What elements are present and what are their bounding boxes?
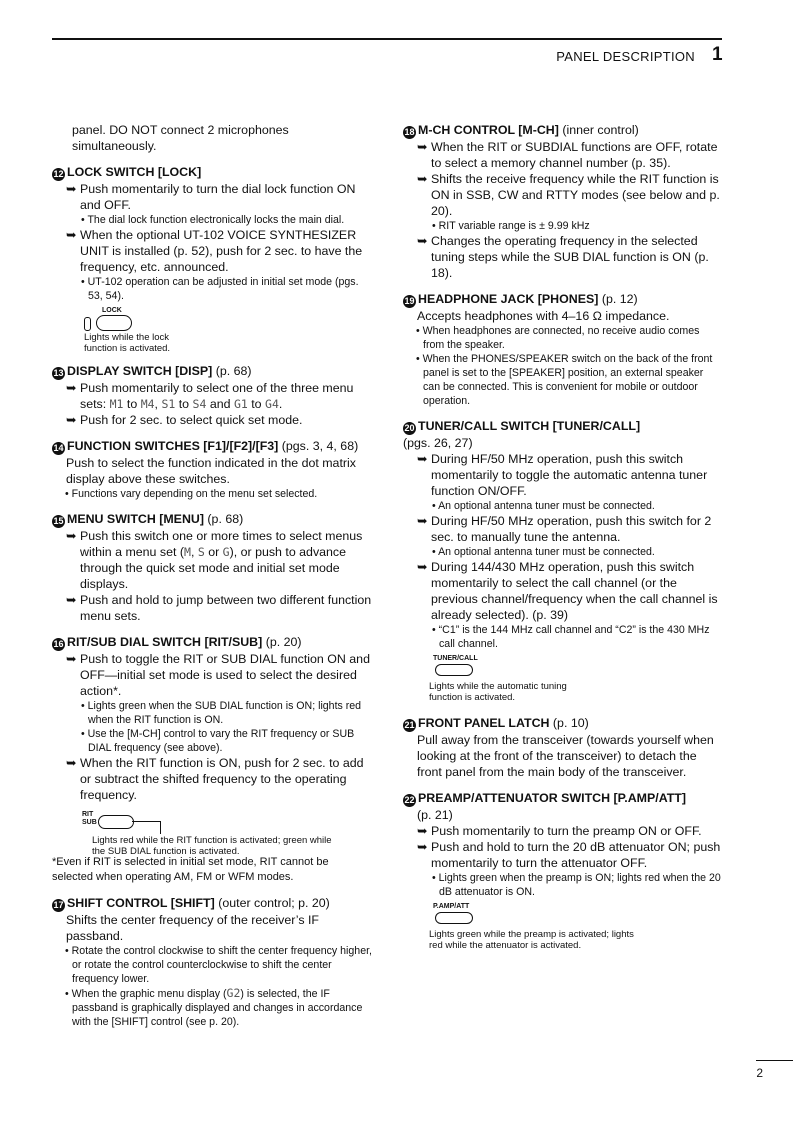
bullet-text: to [123, 397, 141, 411]
body-text: Pull away from the transceiver (towards yourself when looking at the front of the transceiver) to detach the front panel from the main body of the transceiver. [417, 733, 714, 779]
tuner-section [403, 418, 723, 705]
sub-bullet: • Lights green when the preamp is ON; lights red when the 20 dB attenuator is ON. [432, 872, 721, 898]
arrow-icon: ➥ [417, 234, 428, 248]
bullet [403, 451, 723, 499]
bullet-text: Push this switch one or more times to select menus within a menu set ( [80, 529, 363, 559]
bullet [403, 823, 723, 839]
item-number: 13 [53, 368, 64, 378]
sub-bullet: • Lights green when the SUB DIAL function is ON; lights red when the RIT function is ON. [81, 700, 362, 726]
heading-text: RIT/SUB DIAL SWITCH [RIT/SUB] [67, 635, 263, 649]
preamp-section [403, 790, 723, 953]
rit-button-figure [82, 807, 372, 855]
sub-bullet: • Rotate the control clockwise to shift the center frequency higher, or rotate the control counterclockwise to shift the center frequency lower. [65, 945, 372, 985]
heading-text: HEADPHONE JACK [PHONES] [418, 292, 599, 306]
menu-section [52, 511, 372, 624]
tuner-button-icon [435, 664, 473, 676]
bullet-text: or [204, 545, 223, 559]
item-number: 15 [53, 516, 64, 526]
lcd-text: M1 [109, 397, 124, 411]
sub-bullet: • The dial lock function electronically locks the main dial. [81, 214, 345, 226]
shift-section [52, 895, 372, 1029]
page-ref: (p. 12) [601, 292, 638, 306]
figure-label: RIT SUB [82, 811, 97, 826]
arrow-icon: ➥ [417, 560, 428, 574]
sub-bullet: • RIT variable range is ± 9.99 kHz [432, 220, 590, 232]
page-ref: (pgs. 3, 4, 68) [281, 439, 359, 453]
section-heading [52, 511, 372, 528]
sub-bullet: • “C1” is the 144 MHz call channel and “C2” is the 430 MHz call channel. [432, 624, 710, 650]
rit-section [52, 634, 372, 885]
chapter-number: 1 [712, 44, 723, 65]
bullet-text: Push momentarily to turn the dial lock function ON and OFF. [80, 182, 356, 212]
heading-text: PREAMP/ATTENUATOR SWITCH [P.AMP/ATT] [418, 791, 686, 805]
lock-button-icon [96, 315, 132, 331]
lcd-text: S4 [192, 397, 207, 411]
arrow-icon: ➥ [66, 413, 77, 427]
heading-text: DISPLAY SWITCH [DISP] [67, 364, 213, 378]
bullet-text: During HF/50 MHz operation, push this switch momentarily to toggle the automatic antenna tuner function ON/OFF. [431, 452, 708, 498]
bullet-text: . [278, 397, 283, 411]
lcd-text: G4 [265, 397, 279, 411]
item-number: 14 [53, 443, 64, 453]
arrow-icon: ➥ [66, 228, 77, 242]
arrow-icon: ➥ [417, 452, 428, 466]
figure-label: LOCK [102, 307, 122, 314]
bullet-text: When the optional UT-102 VOICE SYNTHESIZER UNIT is installed (p. 52), push for 2 sec. to have the frequency, etc. announced. [80, 228, 363, 274]
function-section [52, 438, 372, 501]
arrow-icon: ➥ [66, 529, 77, 543]
bullet-text: Push for 2 sec. to select quick set mode. [80, 413, 303, 427]
sub-bullet: • When the PHONES/SPEAKER switch on the back of the front panel is set to the [SPEAKER] position, an external speaker can be connected. This is convenient for mobile or outdoor operation. [416, 353, 713, 407]
bullet-text: Changes the operating frequency in the selected tuning steps while the SUB DIAL function is ON (p. 18). [431, 234, 709, 280]
heading-text: M-CH CONTROL [M-CH] [418, 123, 559, 137]
bullet-text: ) is selected, the IF passband is graphically displayed and changes in accordance with the [SHIFT] control (see p. 20). [72, 988, 363, 1028]
lcd-text: G [222, 545, 230, 559]
lock-button-figure [82, 307, 372, 353]
section-heading [403, 122, 723, 139]
bullet-text: to [247, 397, 266, 411]
bullet [403, 559, 723, 623]
figure-caption: Lights while the lock function is activated. [84, 332, 171, 354]
bullet-text: During HF/50 MHz operation, push this switch for 2 sec. to manually tune the antenna. [431, 514, 712, 544]
bullet-text: Push and hold to jump between two different function menu sets. [80, 593, 372, 623]
page-ref: (inner control) [562, 123, 639, 137]
bullet-text: Push to toggle the RIT or SUB DIAL function ON and OFF—initial set mode is used to select the desired action*. [80, 652, 370, 698]
bullet-text: When the RIT or SUBDIAL functions are OFF, rotate to select a memory channel number (p. 35). [431, 140, 718, 170]
preamp-button-icon [435, 912, 473, 924]
lcd-text: G2 [226, 986, 241, 1000]
preamp-button-figure [431, 903, 723, 953]
page-ref: (p. 21) [417, 808, 453, 822]
heading-text: FUNCTION SWITCHES [F1]/[F2]/[F3] [67, 439, 279, 453]
lcd-text: S [197, 545, 205, 559]
figure-caption: Lights while the automatic tuning function is activated. [429, 681, 567, 703]
arrow-icon: ➥ [66, 756, 77, 770]
header-rule [52, 38, 722, 40]
sub-bullet: • Functions vary depending on the menu set selected. [65, 488, 318, 500]
intro-text: panel. DO NOT connect 2 microphones simultaneously. [72, 123, 289, 153]
body-text: Shifts the center frequency of the receiver’s IF passband. [66, 913, 319, 943]
leader-line [132, 821, 161, 834]
bullet [52, 592, 372, 624]
heading-text: LOCK SWITCH [LOCK] [67, 165, 202, 179]
bullet [403, 171, 723, 219]
bullet [403, 233, 723, 281]
sub-bullet: • An optional antenna tuner must be connected. [432, 500, 655, 512]
arrow-icon: ➥ [66, 381, 77, 395]
page-number: 2 [756, 1066, 763, 1080]
bullet [403, 513, 723, 545]
heading-text: TUNER/CALL SWITCH [TUNER/CALL] [418, 419, 641, 433]
figure-label: TUNER/CALL [433, 655, 478, 662]
bullet-text: , [190, 545, 198, 559]
page-ref: (p. 10) [552, 716, 589, 730]
bullet [52, 651, 372, 699]
arrow-icon: ➥ [417, 840, 428, 854]
arrow-icon: ➥ [417, 514, 428, 528]
item-number: 22 [404, 795, 415, 805]
bullet [52, 380, 372, 412]
arrow-icon: ➥ [417, 172, 428, 186]
section-header: PANEL DESCRIPTION [556, 49, 695, 64]
section-heading [403, 291, 723, 308]
arrow-icon: ➥ [66, 182, 77, 196]
section-heading [403, 790, 723, 807]
bullet-text: When the RIT function is ON, push for 2 sec. to add or subtract the shifted frequency to the operating frequency. [80, 756, 364, 802]
lcd-text: M4 [140, 397, 155, 411]
item-number: 12 [53, 169, 64, 179]
bullet [403, 839, 723, 871]
item-number: 20 [404, 423, 415, 433]
sub-bullet: • An optional antenna tuner must be connected. [432, 546, 655, 558]
section-heading [52, 895, 372, 912]
bullet [52, 181, 372, 213]
figure-caption: Lights red while the RIT function is activated; green while the SUB DIAL function is activated. [92, 835, 332, 857]
section-heading [52, 438, 372, 455]
tuner-button-figure [431, 655, 723, 705]
bullet [403, 139, 723, 171]
section-heading [52, 164, 372, 181]
arrow-icon: ➥ [417, 140, 428, 154]
bullet-text: During 144/430 MHz operation, push this switch momentarily to select the call channel (or the previous channel/frequency when the call channel is already selected). (p. 39) [431, 560, 718, 622]
sub-bullet [52, 986, 372, 1029]
right-column [403, 122, 723, 953]
item-number: 21 [404, 720, 415, 730]
page-ref: (p. 68) [215, 364, 252, 378]
footer-rule [756, 1060, 793, 1061]
bullet-text: • When the graphic menu display ( [65, 988, 227, 1000]
section-heading [403, 418, 723, 435]
latch-section [403, 715, 723, 780]
sub-bullet: • UT-102 operation can be adjusted in initial set mode (pgs. 53, 54). [81, 276, 359, 302]
bullet-text: ), or push to advance through the quick set mode and initial set mode displays. [80, 545, 347, 591]
footnote: *Even if RIT is selected in initial set mode, RIT cannot be selected when operating AM, FM or WFM modes. [52, 856, 329, 883]
lcd-text: M [184, 545, 191, 559]
bullet-text: Shifts the receive frequency while the RIT function is ON in SSB, CW and RTTY modes (see below and p. 20). [431, 172, 720, 218]
body-text: Accepts headphones with 4–16 Ω impedance. [417, 309, 670, 323]
section-heading [52, 363, 372, 380]
bullet-text: to [175, 397, 193, 411]
heading-text: FRONT PANEL LATCH [418, 716, 550, 730]
item-number: 19 [404, 296, 415, 306]
bullet-text: Push momentarily to select one of the three menu sets: [80, 381, 354, 411]
bullet-text: , [154, 397, 162, 411]
arrow-icon: ➥ [66, 593, 77, 607]
figure-caption: Lights green while the preamp is activated; lights red while the attenuator is activated. [429, 929, 634, 951]
item-number: 17 [53, 900, 64, 910]
lcd-text: G1 [233, 397, 248, 411]
phones-section [403, 291, 723, 408]
lcd-text: S1 [161, 397, 176, 411]
page-ref: (p. 68) [207, 512, 244, 526]
display-section [52, 363, 372, 428]
sub-bullet: • When headphones are connected, no receive audio comes from the speaker. [416, 325, 700, 351]
sub-bullet: • Use the [M-CH] control to vary the RIT frequency or SUB DIAL frequency (see above). [81, 728, 355, 754]
section-heading [52, 634, 372, 651]
bullet-text: Push momentarily to turn the preamp ON or OFF. [431, 824, 702, 838]
lock-section [52, 164, 372, 353]
heading-text: MENU SWITCH [MENU] [67, 512, 204, 526]
mch-section [403, 122, 723, 281]
bullet [52, 412, 372, 428]
body-text: Push to select the function indicated in the dot matrix display above these switches. [66, 456, 356, 486]
item-number: 18 [404, 127, 415, 137]
page-ref: (outer control; p. 20) [218, 896, 330, 910]
heading-text: SHIFT CONTROL [SHIFT] [67, 896, 215, 910]
arrow-icon: ➥ [417, 824, 428, 838]
arrow-icon: ➥ [66, 652, 77, 666]
bullet-text: and [206, 397, 234, 411]
left-column [52, 122, 372, 1029]
page-ref: (p. 20) [265, 635, 302, 649]
page-ref: (pgs. 26, 27) [403, 436, 473, 450]
bullet [52, 227, 372, 275]
indicator-icon [84, 317, 91, 331]
bullet [52, 755, 372, 803]
bullet [52, 528, 372, 592]
section-heading [403, 715, 723, 732]
bullet-text: Push and hold to turn the 20 dB attenuator ON; push momentarily to turn the attenuator OFF. [431, 840, 721, 870]
figure-label: P.AMP/ATT [433, 903, 470, 910]
item-number: 16 [53, 639, 64, 649]
rit-button-icon [98, 815, 134, 829]
